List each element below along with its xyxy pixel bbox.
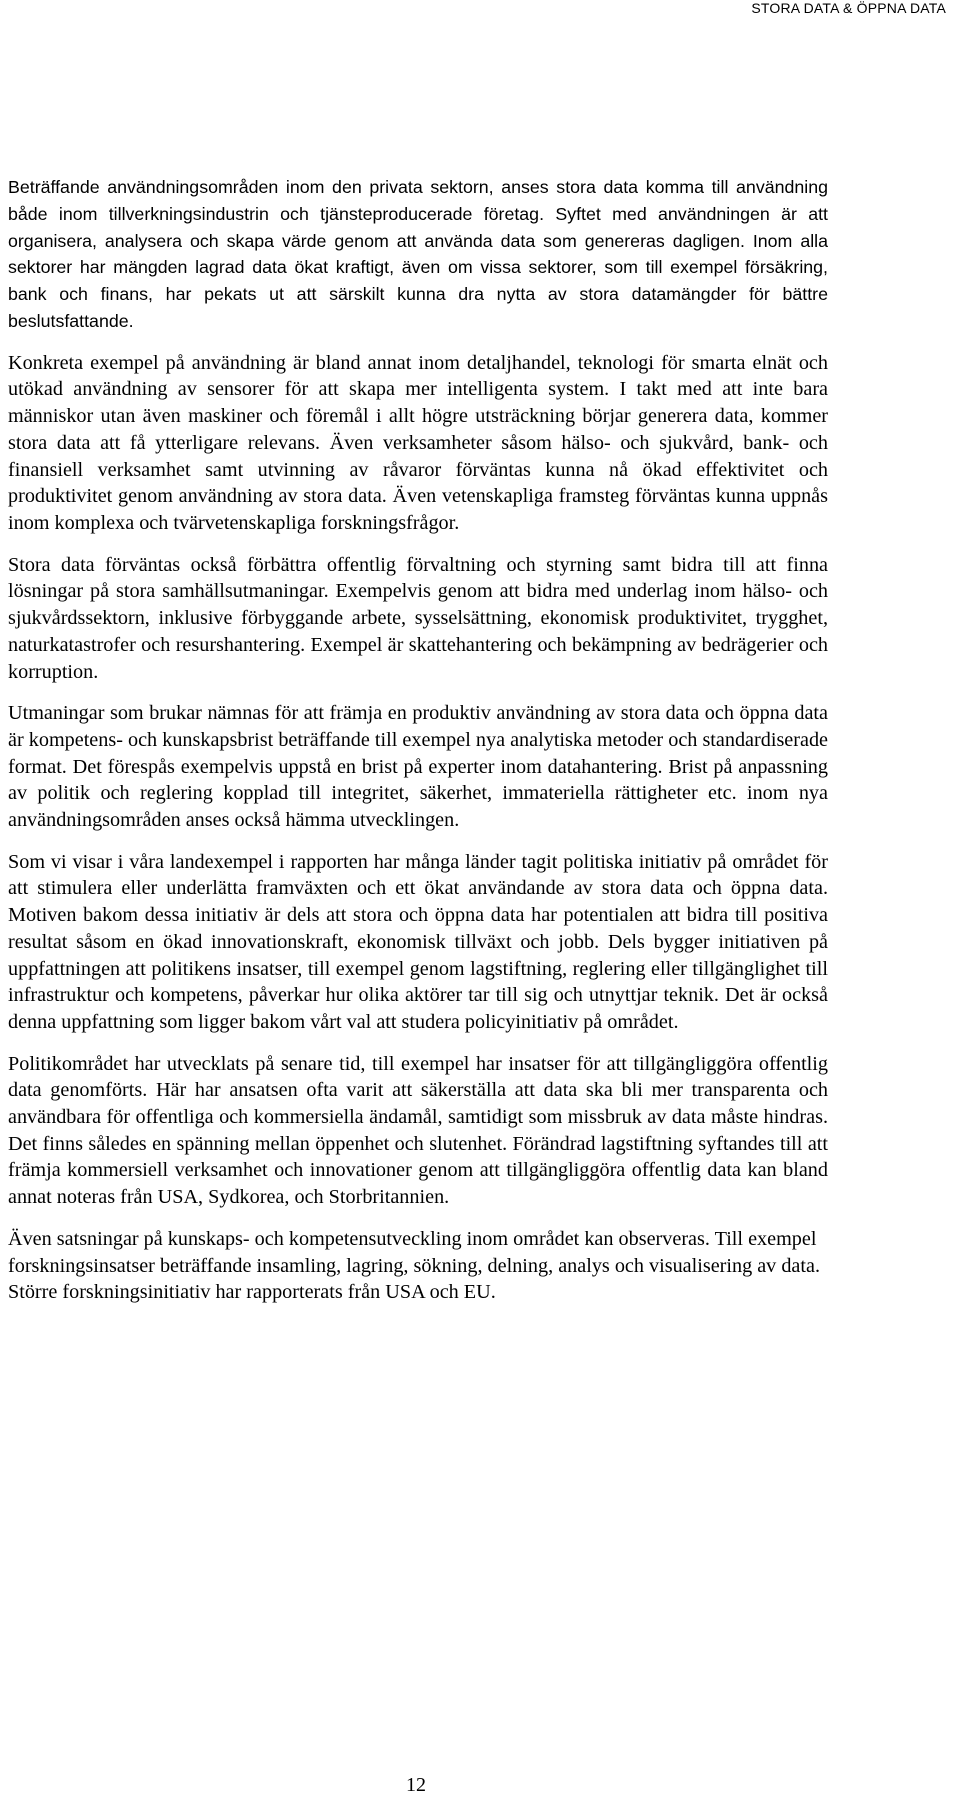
paragraph-country-examples: Som vi visar i våra landexempel i rapporten har många länder tagit politiska initiativ på området för att stimulera eller underlätta framväxten och ett ökat användande av stora data och öppna data. Motiven bakom dessa initiativ är dels att stora och öppna data har potentialen att bidra till positiva resultat såsom en ökad innovationskraft, ekonomisk tillväxt och jobb. Dels bygger initiativen på uppfattningen att politikens insatser, till exempel genom lagstiftning, reglering eller tillgänglighet till infrastruktur och kompetens, påverkar hur olika aktörer tar till sig och utnyttjar teknik. Det är också denna uppfattning som ligger bakom vårt val att studera policyinitiativ på området.: [8, 850, 828, 1033]
paragraph-concrete-examples: Konkreta exempel på användning är bland annat inom detaljhandel, teknologi för smarta elnät och utökad användning av sensorer för att skapa mer intelligenta system. I takt med att inte bara människor utan även maskiner och föremål i allt högre utsträckning börjar generera data, kommer stora data att få ytterligare relevans. Även verksamheter såsom hälso- och sjukvård, bank- och finansiell verksamhet samt utvinning av råvaror förväntas kunna nå ökad effektivitet och produktivitet genom användning av stora data. Även vetenskapliga framsteg förväntas kunna uppnås inom komplexa och tvärvetenskapliga forskningsfrågor.: [8, 351, 828, 534]
running-header: STORA DATA & ÖPPNA DATA: [751, 0, 946, 16]
paragraph-policy-area: Politikområdet har utvecklats på senare tid, till exempel har insatser för att tillgängliggöra offentlig data genomförts. Här har ansatsen ofta varit att säkerställa att data ska bli mer transparenta och användbara för offentliga och kommersiella ändamål, samtidigt som missbruk av data måste hindras. Det finns således en spänning mellan öppenhet och slutenhet. Förändrad lagstiftning syftandes till att främja kommersiell verksamhet och innovationer genom att tillgängliggöra offentlig data kan bland annat noteras från USA, Sydkorea, och Storbritannien.: [8, 1052, 828, 1209]
document-body: [8, 174, 828, 1321]
paragraph-private-sector: Beträffande användningsområden inom den privata sektorn, anses stora data komma till användning både inom tillverkningsindustrin och tjänsteproducerade företag. Syftet med användningen är att organisera, analysera och skapa värde genom att använda data som genereras dagligen. Inom alla sektorer har mängden lagrad data ökat kraftigt, även om vissa sektorer, som till exempel försäkring, bank och finans, har pekats ut att särskilt kunna dra nytta av stora datamängder för bättre beslutsfattande.: [8, 177, 828, 331]
paragraph-public-administration: Stora data förväntas också förbättra offentlig förvaltning och styrning samt bidra till att finna lösningar på stora samhällsutmaningar. Exempelvis genom att bidra med underlag inom hälso- och sjukvårdssektorn, inklusive förbyggande arbete, sysselsättning, ekonomisk produktivitet, trygghet, naturkatastrofer och resurshantering. Exempel är skattehantering och bekämpning av bedrägerier och korruption.: [8, 553, 828, 683]
paragraph-challenges: Utmaningar som brukar nämnas för att främja en produktiv användning av stora data och öppna data är kompetens- och kunskapsbrist beträffande till exempel nya analytiska metoder och standardiserade format. Det förespås exempelvis uppstå en brist på experter inom datahantering. Brist på anpassning av politik och reglering kopplad till integritet, säkerhet, immateriella rättigheter etc. inom nya användningsområden anses också hämma utvecklingen.: [8, 702, 828, 832]
page-number: 12: [406, 1774, 426, 1796]
paragraph-competence: Även satsningar på kunskaps- och kompetensutveckling inom området kan observeras. Till exempel forskningsinsatser beträffande insamling, lagring, sökning, delning, analys och visualisering av data. Större forskningsinitiativ har rapporterats från USA och EU.: [8, 1227, 820, 1304]
